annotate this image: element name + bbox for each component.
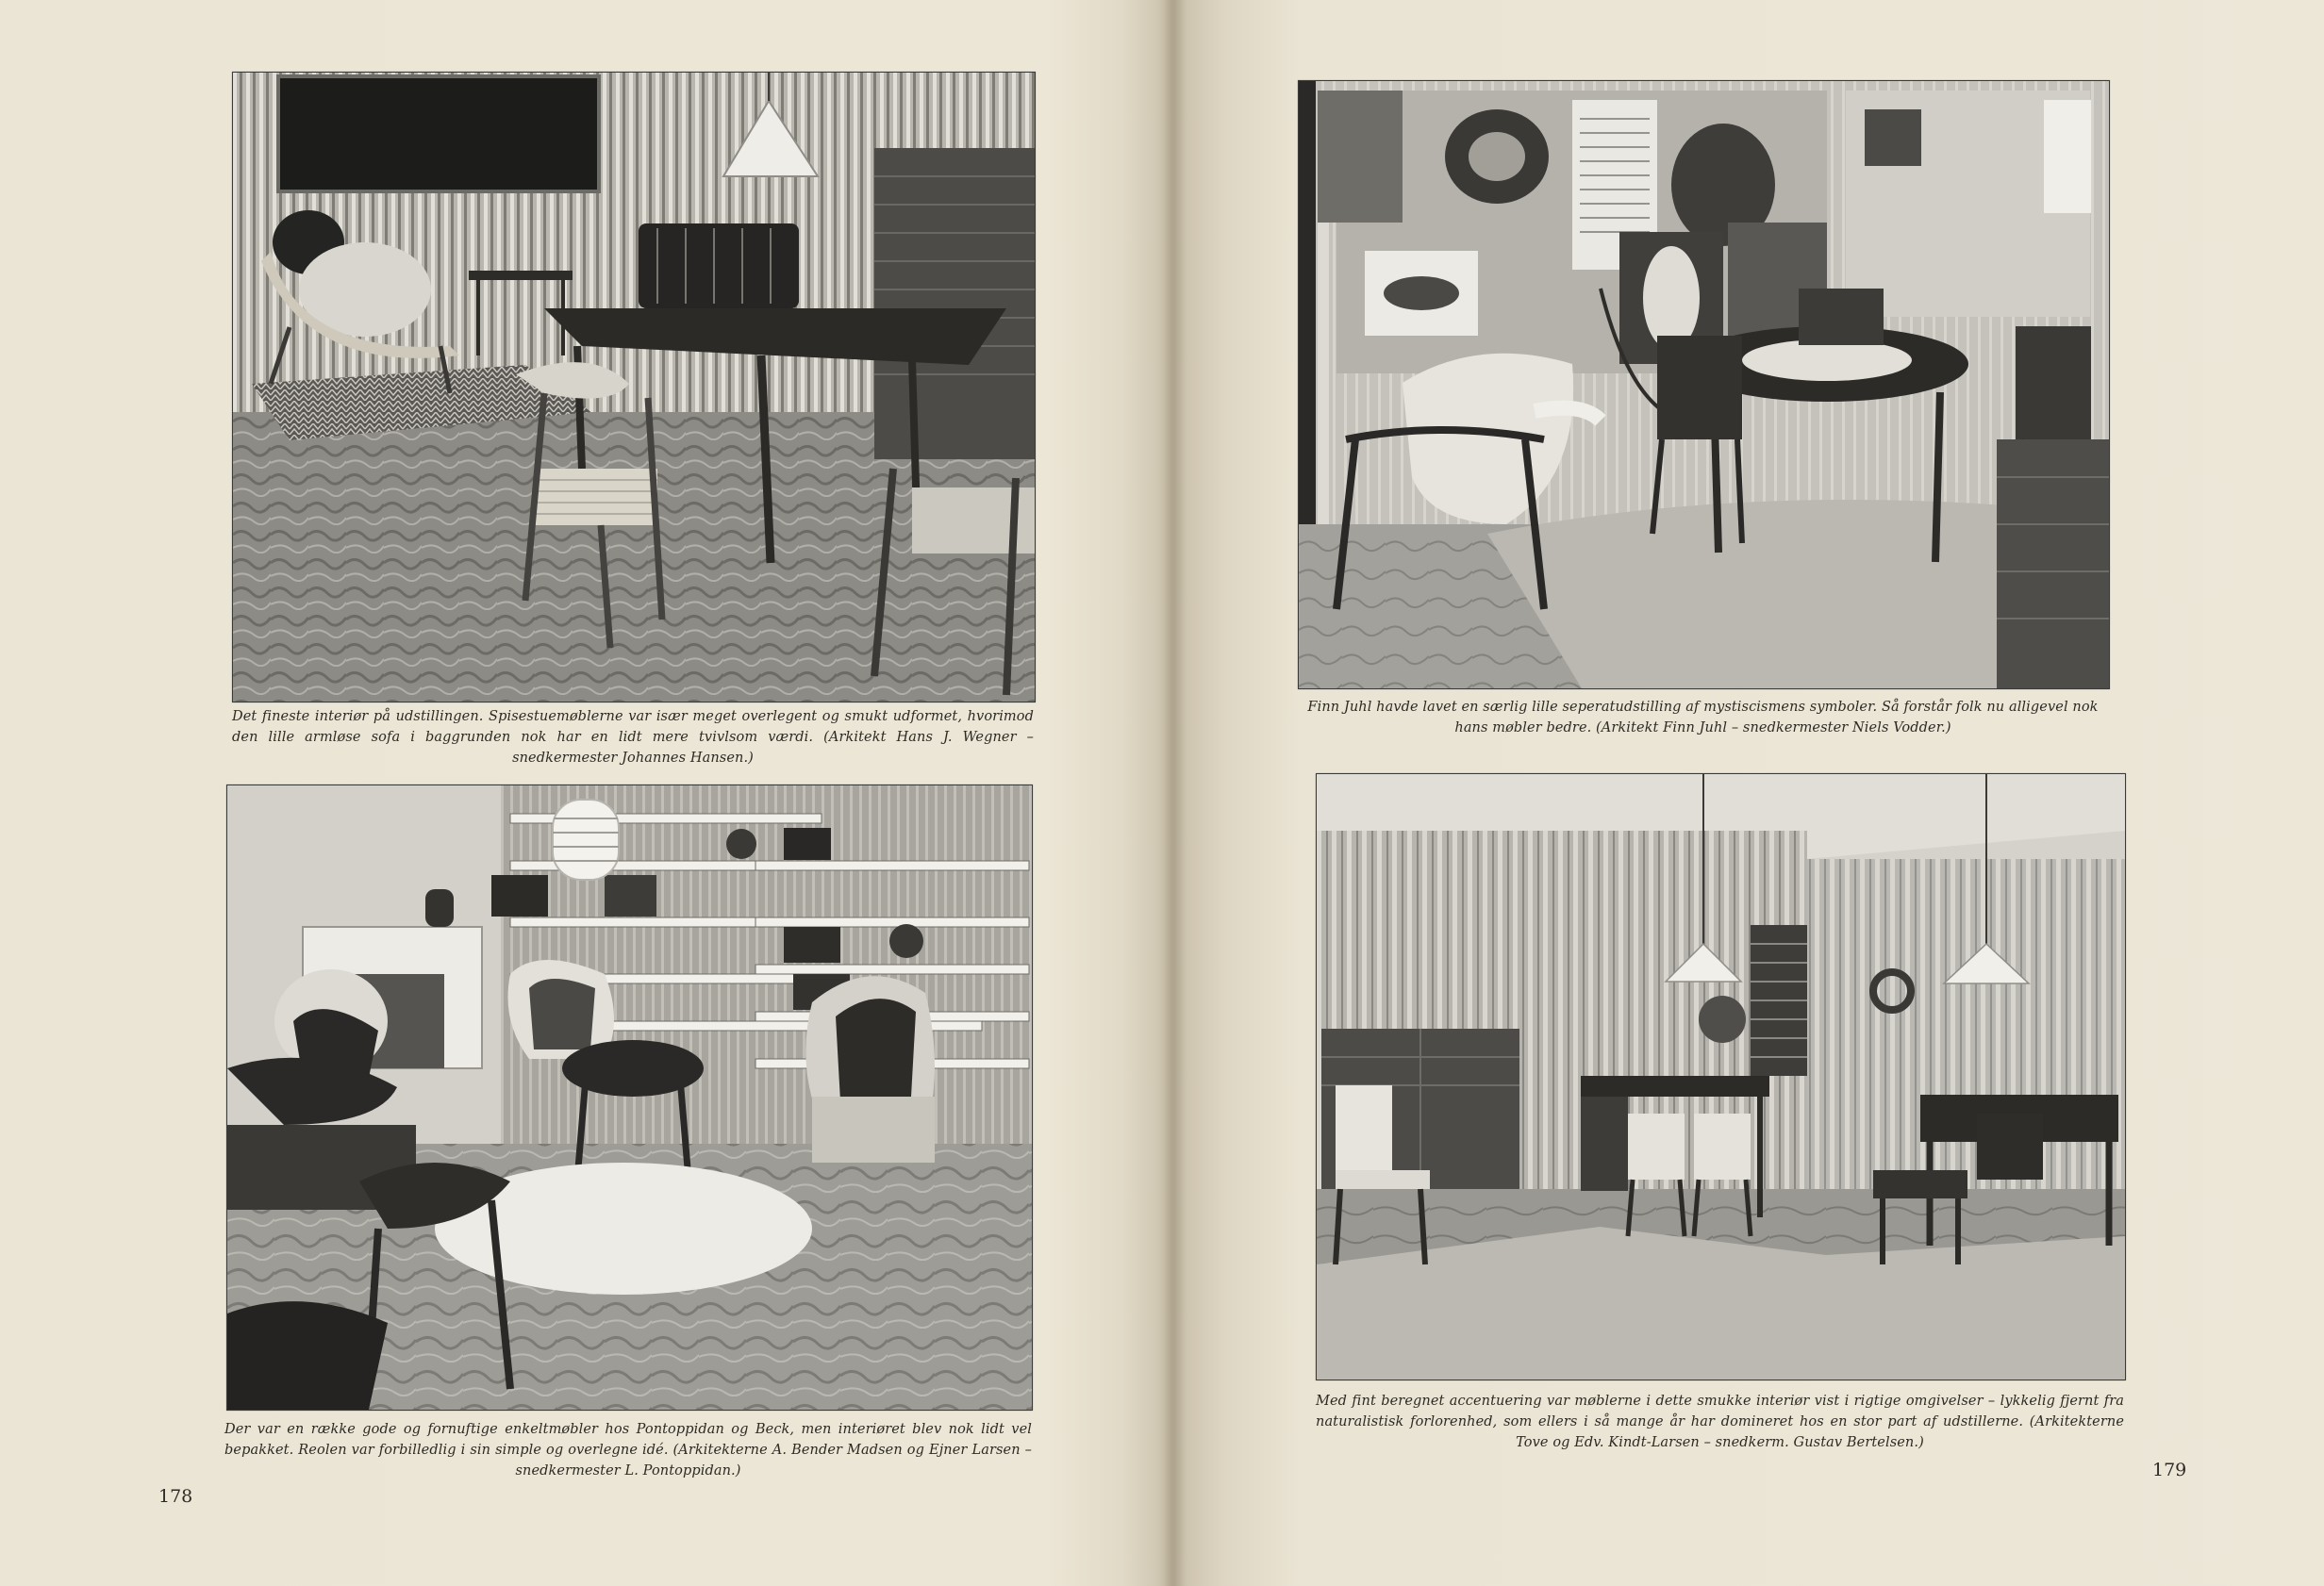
photo-wegner-dining-interior-image: [233, 73, 1035, 702]
photo-kindt-larsen-interior: [1316, 773, 2126, 1380]
caption-wegner-interior: Det fineste interiør på udstillingen. Spisestuemøblerne var især meget overlegent og smukt udformet, hvorimod den lille armløse sofa i baggrunden nok har en lidt mere tvivlsom værdi. (Arkitekt Hans J. Wegner – snedkermester Johannes Hansen.): [232, 709, 1034, 766]
photo-pontoppidan-living-room: [226, 785, 1033, 1411]
caption-kindt-larsen-interior: Med fint beregnet accentuering var møblerne i dette smukke interiør vist i rigtige omgivelser – lykkelig fjernt fra naturalistisk forlorenhed, som ellers i så mange år har domineret hos en stor part af udstillerne. (Arkitekterne Tove og Edv. Kindt-Larsen – snedkerm. Gustav Bertelsen.): [1316, 1394, 2124, 1450]
photo-pontoppidan-living-room-image: [227, 785, 1032, 1410]
photo-kindt-larsen-interior-image: [1317, 774, 2125, 1379]
page-number-left: 178: [158, 1486, 193, 1507]
photo-finn-juhl-exhibit-image: [1299, 81, 2109, 688]
photo-wegner-dining-interior: [232, 72, 1036, 702]
caption-pontoppidan-interior: Der var en række gode og fornuftige enkeltmøbler hos Pontoppidan og Beck, men interiøret blev nok lidt vel bepakket. Reolen var forbilledlig i sin simple og overlegne idé. (Arkitekterne A. Bender Madsen og Ejner Larsen – snedkermester L. Pontoppidan.): [224, 1422, 1032, 1479]
photo-finn-juhl-exhibit: [1298, 80, 2110, 689]
caption-finn-juhl-exhibit: Finn Juhl havde lavet en særlig lille seperatudstilling af mystiscismens symboler. Så forstår folk nu alligevel nok hans møbler bedre. (Arkitekt Finn Juhl – snedkermester Niels Vodder.): [1307, 700, 2099, 735]
page-number-right: 179: [2152, 1460, 2187, 1480]
right-page: [1170, 0, 2324, 1586]
